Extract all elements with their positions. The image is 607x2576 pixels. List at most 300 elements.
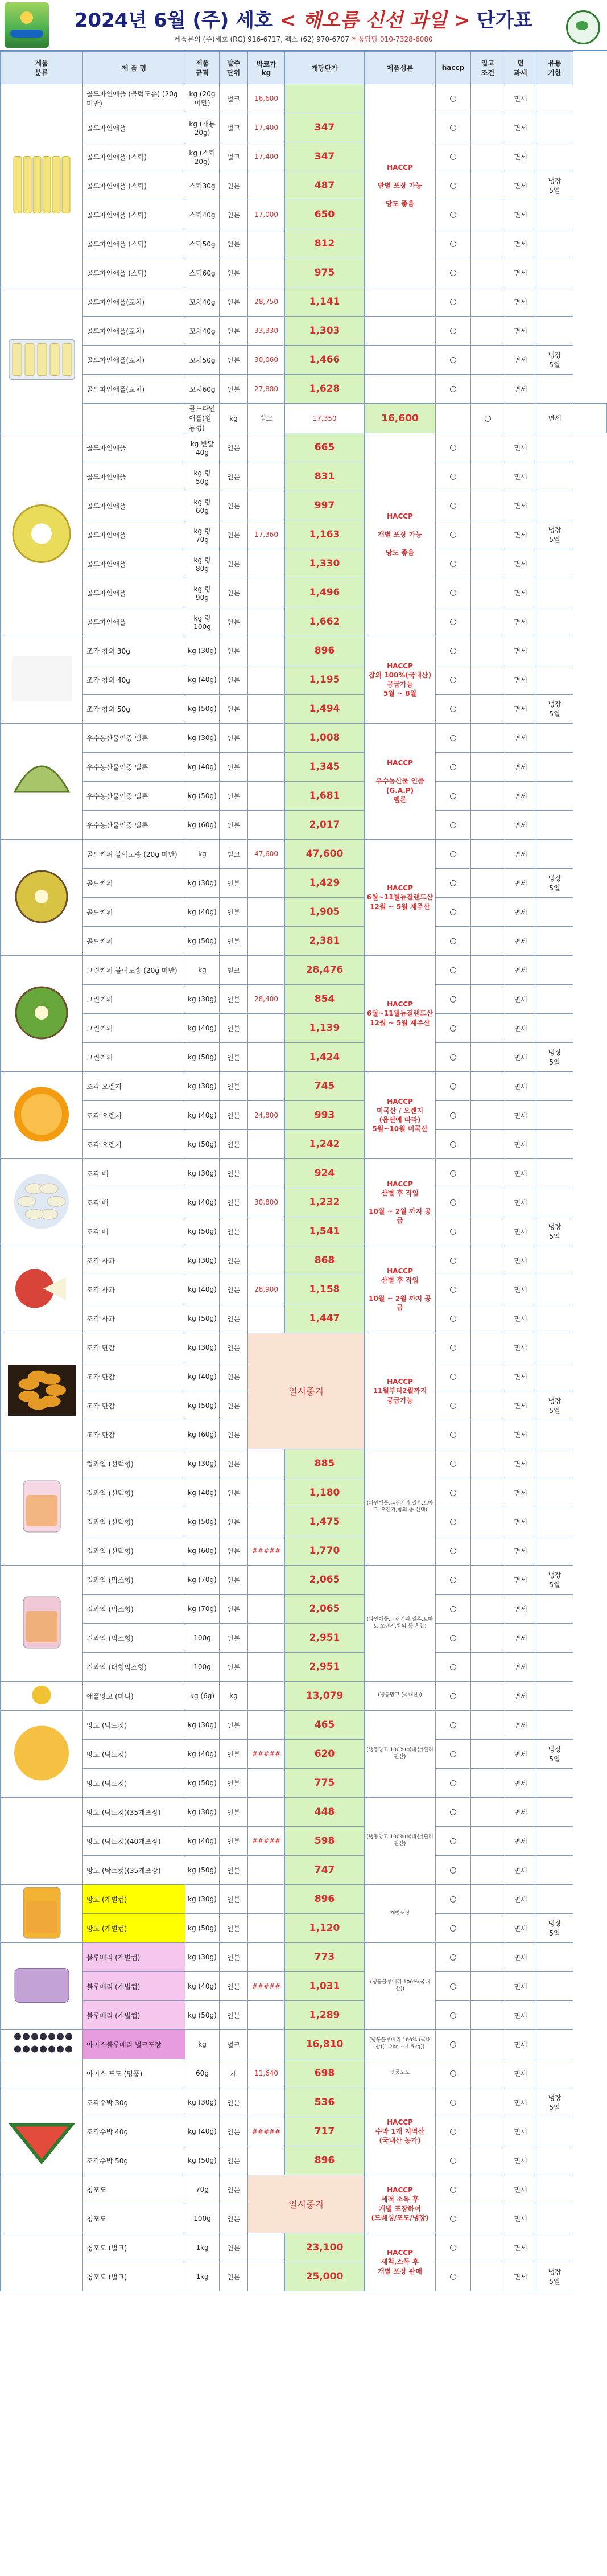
haccp-mark: ○ — [436, 1856, 471, 1885]
product-spec: kg (40g) — [185, 753, 220, 782]
kg-price — [248, 956, 285, 985]
table-row — [1, 1798, 607, 1827]
tax-status: 면세 — [505, 258, 536, 287]
shelf-life — [536, 1304, 573, 1333]
unit-price: 25,000 — [285, 2262, 365, 2291]
unit-price: 1,232 — [285, 1188, 365, 1217]
contact-label: 제품담당 — [351, 35, 378, 43]
haccp-mark: ○ — [436, 1740, 471, 1769]
tax-status: 면세 — [505, 1711, 536, 1740]
tax-status: 면세 — [505, 1914, 536, 1943]
product-spec: kg (40g) — [185, 1827, 220, 1856]
intake-condition — [471, 1885, 505, 1914]
order-unit: 인분 — [220, 2001, 248, 2030]
tax-status: 면세 — [505, 1304, 536, 1333]
product-photo-icon — [3, 638, 80, 720]
tax-status: 면세 — [505, 317, 536, 346]
intake-condition — [471, 2001, 505, 2030]
kg-price — [248, 549, 285, 578]
tax-status: 면세 — [505, 346, 536, 375]
haccp-mark: ○ — [436, 346, 471, 375]
haccp-mark: ○ — [436, 782, 471, 811]
contact-line — [0, 34, 607, 44]
product-notes: HACCP 세척 소독 후 개별 포장하여 (드레싱/포도/냉장) — [365, 2175, 436, 2233]
intake-condition — [471, 578, 505, 607]
order-unit: 인분 — [220, 811, 248, 840]
shelf-life: 냉장 5일 — [536, 1043, 573, 1072]
product-photo-icon — [3, 1248, 80, 1329]
intake-condition — [471, 1595, 505, 1624]
haccp-mark: ○ — [436, 1972, 471, 2001]
shelf-life — [536, 1943, 573, 1972]
intake-condition — [471, 113, 505, 142]
unit-price: 1,424 — [285, 1043, 365, 1072]
product-name: 조각 배 — [83, 1188, 185, 1217]
product-name: 골드파인애플 — [83, 549, 185, 578]
table-row — [1, 433, 607, 462]
table-row — [1, 200, 607, 229]
product-name: 컵과일 (선택형) — [83, 1507, 185, 1536]
table-row — [1, 1711, 607, 1740]
product-notes: (냉동블루베리 100% (국내산)(1.2kg ~ 1.5kg)) — [365, 2030, 436, 2059]
unit-price: 1,494 — [285, 695, 365, 724]
unit-price: 1,475 — [285, 1507, 365, 1536]
tax-status: 면세 — [505, 375, 536, 404]
product-notes: HACCP 11월부터2월까지 공급가능 — [365, 1333, 436, 1449]
table-row — [1, 1566, 607, 1595]
haccp-mark: ○ — [436, 695, 471, 724]
kg-price: 17,000 — [248, 200, 285, 229]
product-name: 조각 오렌지 — [83, 1101, 185, 1130]
order-unit: 인분 — [220, 491, 248, 520]
intake-condition — [471, 985, 505, 1014]
haccp-mark: ○ — [436, 1653, 471, 1682]
product-name: 조각 참외 40g — [83, 665, 185, 695]
shelf-life — [536, 1972, 573, 2001]
product-spec: kg (50g) — [185, 1856, 220, 1885]
haccp-mark: ○ — [436, 462, 471, 491]
product-name: 컵과일 (대형믹스형) — [83, 1653, 185, 1682]
product-photo-icon — [3, 1161, 80, 1242]
product-spec: 70g — [185, 2175, 220, 2204]
table-row — [1, 113, 607, 142]
haccp-mark: ○ — [436, 142, 471, 171]
product-photo-icon — [3, 1335, 80, 1445]
table-row — [1, 258, 607, 287]
intake-condition — [471, 1333, 505, 1362]
tax-status: 면세 — [505, 1014, 536, 1043]
product-photo-icon — [3, 435, 80, 632]
tax-status: 면세 — [505, 200, 536, 229]
product-notes: HACCP 산별 후 작업 10월 ~ 2월 까지 공급 — [365, 1159, 436, 1246]
kg-price — [248, 462, 285, 491]
table-row — [1, 287, 607, 317]
col-header: 유통 기한 — [536, 52, 573, 84]
order-unit: 인분 — [220, 1072, 248, 1101]
product-name: 우수농산물인증 멜론 — [83, 782, 185, 811]
haccp-mark: ○ — [436, 724, 471, 753]
shelf-life — [536, 1188, 573, 1217]
product-photo-icon — [3, 290, 80, 429]
unit-price: 1,905 — [285, 898, 365, 927]
product-name: 우수농산물인증 멜론 — [83, 724, 185, 753]
col-header: 발주 단위 — [220, 52, 248, 84]
table-row — [1, 1682, 607, 1711]
product-spec: kg (30g) — [185, 1333, 220, 1362]
product-name: 그린키위 블럭도송 (20g 미만) — [83, 956, 185, 985]
title-prefix: 2024년 6월 (주) 세호 — [74, 9, 280, 32]
shelf-life: 냉장 5일 — [536, 520, 573, 549]
product-name: 조각수박 40g — [83, 2117, 185, 2146]
tax-status: 면세 — [505, 549, 536, 578]
haccp-mark: ○ — [436, 1711, 471, 1740]
kg-price: 17,400 — [248, 113, 285, 142]
kg-price: 28,900 — [248, 1275, 285, 1304]
product-spec: kg (50g) — [185, 1304, 220, 1333]
order-unit: 인분 — [220, 317, 248, 346]
intake-condition — [471, 1101, 505, 1130]
table-row — [1, 1595, 607, 1624]
kg-price — [248, 782, 285, 811]
intake-condition — [471, 142, 505, 171]
product-notes: (냉동망고 100%(국내산)필리핀산) — [365, 1798, 436, 1885]
haccp-mark: ○ — [436, 1043, 471, 1072]
product-name: 애플망고 (미니) — [83, 1682, 185, 1711]
intake-condition — [471, 1653, 505, 1682]
order-unit: 인분 — [220, 1740, 248, 1769]
tax-status: 면세 — [505, 578, 536, 607]
product-name: 골드파인애플 — [83, 491, 185, 520]
tax-status: 면세 — [505, 782, 536, 811]
shelf-life — [536, 462, 573, 491]
shelf-life: 냉장 5일 — [536, 346, 573, 375]
product-name: 골드파인애플(원통형) — [185, 404, 220, 433]
kg-price: ##### — [248, 1536, 285, 1566]
haccp-mark: ○ — [436, 1885, 471, 1914]
kg-price — [248, 2233, 285, 2262]
intake-condition — [471, 491, 505, 520]
haccp-mark: ○ — [436, 1769, 471, 1798]
product-spec: kg (30g) — [185, 1072, 220, 1101]
product-name: 골드파인애플(꼬치) — [83, 375, 185, 404]
product-name: 골드파인애플 (스틱) — [83, 229, 185, 258]
kg-price — [248, 724, 285, 753]
col-header: 박코가 kg — [248, 52, 285, 84]
product-spec: kg (40g) — [185, 1101, 220, 1130]
product-spec: 스틱50g — [185, 229, 220, 258]
product-spec: 스틱40g — [185, 200, 220, 229]
product-name: 골드파인애플 — [83, 578, 185, 607]
product-name: 그린키위 — [83, 1043, 185, 1072]
unit-price: 896 — [285, 2146, 365, 2175]
tax-status: 면세 — [505, 607, 536, 636]
shelf-life — [536, 1362, 573, 1391]
unit-price — [285, 84, 365, 113]
unit-price: 1,180 — [285, 1478, 365, 1507]
tax-status: 면세 — [505, 1246, 536, 1275]
haccp-mark: ○ — [436, 1333, 471, 1362]
shelf-life — [536, 782, 573, 811]
shelf-life — [536, 2233, 573, 2262]
intake-condition — [471, 2059, 505, 2088]
unit-price: 1,496 — [285, 578, 365, 607]
unit-price: 1,163 — [285, 520, 365, 549]
unit-price: 1,139 — [285, 1014, 365, 1043]
kg-price — [248, 927, 285, 956]
tax-status: 면세 — [505, 1885, 536, 1914]
shelf-life — [536, 811, 573, 840]
kg-price — [248, 1943, 285, 1972]
haccp-mark: ○ — [436, 1827, 471, 1856]
shelf-life — [536, 1420, 573, 1449]
product-notes: HACCP 참외 100%(국내산) 공급가능 5월 ~ 8월 — [365, 636, 436, 724]
product-notes: HACCP 미국산 / 오렌지 (옵션에 따라) 5월~10월 미국산 — [365, 1072, 436, 1159]
product-photo — [1, 636, 83, 724]
product-name: 골드파인애플 (스틱) — [83, 200, 185, 229]
table-row — [1, 1536, 607, 1566]
unit-price: 2,065 — [285, 1595, 365, 1624]
shelf-life — [536, 1275, 573, 1304]
haccp-mark: ○ — [436, 1507, 471, 1536]
intake-condition — [471, 2175, 505, 2204]
product-name: 골드파인애플 (스틱) — [83, 142, 185, 171]
unit-price: 16,600 — [365, 404, 436, 433]
product-notes — [365, 346, 436, 375]
order-unit: 인분 — [220, 229, 248, 258]
intake-condition — [471, 2233, 505, 2262]
haccp-mark: ○ — [436, 665, 471, 695]
unit-price: 448 — [285, 1798, 365, 1827]
order-unit: 인분 — [220, 1304, 248, 1333]
order-unit: 인분 — [220, 927, 248, 956]
shelf-life: 냉장 5일 — [536, 695, 573, 724]
product-spec: kg (50g) — [185, 1507, 220, 1536]
kg-price: ##### — [248, 1972, 285, 2001]
table-row — [1, 2030, 607, 2059]
table-row — [1, 375, 607, 404]
kg-price: 16,600 — [248, 84, 285, 113]
unit-price: 1,141 — [285, 287, 365, 317]
product-photo-icon — [3, 2090, 80, 2171]
tax-status: 면세 — [505, 1333, 536, 1362]
shelf-life: 냉장 5일 — [536, 1217, 573, 1246]
kg-price — [248, 2146, 285, 2175]
intake-condition — [471, 1188, 505, 1217]
haccp-mark: ○ — [436, 171, 471, 200]
intake-condition — [471, 2262, 505, 2291]
haccp-mark: ○ — [436, 578, 471, 607]
order-unit: 인분 — [220, 549, 248, 578]
product-spec: kg (60g) — [185, 1536, 220, 1566]
haccp-mark: ○ — [436, 1246, 471, 1275]
product-spec: kg 반달40g — [185, 433, 220, 462]
product-spec: kg (40g) — [185, 1014, 220, 1043]
order-unit: 인분 — [220, 520, 248, 549]
order-unit: 인분 — [220, 782, 248, 811]
intake-condition — [471, 1507, 505, 1536]
product-name: 블루베리 (개별컵) — [83, 1972, 185, 2001]
table-row — [1, 869, 607, 898]
tax-status: 면세 — [505, 1101, 536, 1130]
unit-price: 997 — [285, 491, 365, 520]
shelf-life — [536, 1478, 573, 1507]
product-spec: kg (50g) — [185, 1391, 220, 1420]
kg-price — [248, 811, 285, 840]
product-photo — [1, 956, 83, 1072]
kg-price — [248, 1798, 285, 1827]
order-unit: 인분 — [220, 1159, 248, 1188]
kg-price — [248, 1566, 285, 1595]
shelf-life — [536, 2146, 573, 2175]
haccp-mark: ○ — [436, 2001, 471, 2030]
unit-price: 47,600 — [285, 840, 365, 869]
haccp-mark: ○ — [436, 1304, 471, 1333]
shelf-life — [536, 200, 573, 229]
haccp-mark: ○ — [436, 1914, 471, 1943]
kg-price — [248, 433, 285, 462]
product-spec: kg (30g) — [185, 1885, 220, 1914]
haccp-mark: ○ — [436, 1159, 471, 1188]
product-photo — [1, 1798, 83, 1885]
product-spec: kg — [185, 840, 220, 869]
shelf-life — [536, 1682, 573, 1711]
shelf-life — [536, 665, 573, 695]
intake-condition — [505, 404, 536, 433]
tax-status: 면세 — [505, 636, 536, 665]
product-spec: kg (30g) — [185, 1798, 220, 1827]
product-notes: HACCP 우수농산물 인증 (G.A.P) 멜론 — [365, 724, 436, 840]
product-name: 컵과일 (믹스형) — [83, 1595, 185, 1624]
product-notes — [365, 287, 436, 317]
unit-price: 620 — [285, 1740, 365, 1769]
product-photo — [1, 433, 83, 636]
haccp-mark: ○ — [436, 636, 471, 665]
kg-price — [248, 1624, 285, 1653]
kg-price — [248, 607, 285, 636]
shelf-life — [536, 1769, 573, 1798]
product-photo — [1, 2175, 83, 2233]
table-row — [1, 927, 607, 956]
intake-condition — [471, 1856, 505, 1885]
table-row — [1, 1653, 607, 1682]
product-notes: HACCP 세척,소독 후 개별 포장 판매 — [365, 2233, 436, 2291]
intake-condition — [471, 1304, 505, 1333]
shelf-life — [536, 1711, 573, 1740]
order-unit: 인분 — [220, 1566, 248, 1595]
haccp-mark: ○ — [436, 956, 471, 985]
order-unit: 인분 — [220, 375, 248, 404]
unit-price: 1,242 — [285, 1130, 365, 1159]
shelf-life — [536, 491, 573, 520]
product-spec: kg (20g미만) — [185, 84, 220, 113]
product-photo — [1, 1885, 83, 1943]
table-row — [1, 1856, 607, 1885]
kg-price: 30,800 — [248, 1188, 285, 1217]
shelf-life — [536, 840, 573, 869]
tax-status: 면세 — [505, 1827, 536, 1856]
shelf-life — [536, 1624, 573, 1653]
haccp-mark: ○ — [436, 811, 471, 840]
order-unit: 인분 — [220, 1972, 248, 2001]
unit-price: 1,429 — [285, 869, 365, 898]
product-photo — [1, 1682, 83, 1711]
product-notes: HACCP 수박 1개 지역산 (국내산 농가) — [365, 2088, 436, 2175]
table-row — [1, 1769, 607, 1798]
table-row — [1, 956, 607, 985]
kg-price: ##### — [248, 2117, 285, 2146]
table-row — [1, 1507, 607, 1536]
unit-price: 885 — [285, 1449, 365, 1478]
product-spec: kg (40g) — [185, 1362, 220, 1391]
unit-price: 487 — [285, 171, 365, 200]
kg-price: 47,600 — [248, 840, 285, 869]
tax-status: 면세 — [505, 229, 536, 258]
intake-condition — [471, 229, 505, 258]
haccp-mark: ○ — [436, 1391, 471, 1420]
unit-price: 831 — [285, 462, 365, 491]
suspended-notice: 일시중지 — [248, 1333, 365, 1449]
intake-condition — [471, 2030, 505, 2059]
intake-condition — [471, 665, 505, 695]
unit-price: 2,951 — [285, 1624, 365, 1653]
product-spec: kg — [185, 2030, 220, 2059]
product-name: 조각 단감 — [83, 1391, 185, 1420]
product-name: 망고 (탁트컷) — [83, 1769, 185, 1798]
kg-price: ##### — [248, 1827, 285, 1856]
product-photo-icon — [3, 725, 80, 836]
tax-status: 면세 — [505, 1972, 536, 2001]
intake-condition — [471, 520, 505, 549]
product-spec: 꼬치40g — [185, 317, 220, 346]
product-notes: (냉동망고 (국내산)) — [365, 1682, 436, 1711]
order-unit: 벌크 — [220, 113, 248, 142]
product-spec: kg (30g) — [185, 1159, 220, 1188]
table-row — [1, 1304, 607, 1333]
order-unit: 인분 — [220, 1798, 248, 1827]
intake-condition — [471, 1449, 505, 1478]
table-row — [1, 1478, 607, 1507]
product-spec: kg (30g) — [185, 724, 220, 753]
title-suffix: 단가표 — [476, 9, 533, 32]
haccp-mark: ○ — [436, 2233, 471, 2262]
product-spec: 100g — [185, 1653, 220, 1682]
unit-price: 347 — [285, 113, 365, 142]
product-name: 조각 사과 — [83, 1246, 185, 1275]
intake-condition — [471, 1072, 505, 1101]
table-row — [1, 2175, 607, 2204]
product-photo — [1, 2233, 83, 2291]
tax-status: 면세 — [505, 1188, 536, 1217]
product-photo — [1, 840, 83, 956]
haccp-mark: ○ — [436, 840, 471, 869]
shelf-life — [536, 258, 573, 287]
table-row — [1, 2001, 607, 2030]
unit-price: 1,303 — [285, 317, 365, 346]
product-spec: kg (30g) — [185, 985, 220, 1014]
haccp-mark: ○ — [436, 2117, 471, 2146]
shelf-life — [573, 404, 607, 433]
shelf-life — [536, 1130, 573, 1159]
unit-price: 854 — [285, 985, 365, 1014]
table-row — [1, 578, 607, 607]
unit-price: 650 — [285, 200, 365, 229]
product-photo — [1, 724, 83, 840]
shelf-life — [536, 2001, 573, 2030]
tax-status: 면세 — [505, 491, 536, 520]
unit-price: 13,079 — [285, 1682, 365, 1711]
table-row — [1, 462, 607, 491]
haccp-mark: ○ — [436, 200, 471, 229]
